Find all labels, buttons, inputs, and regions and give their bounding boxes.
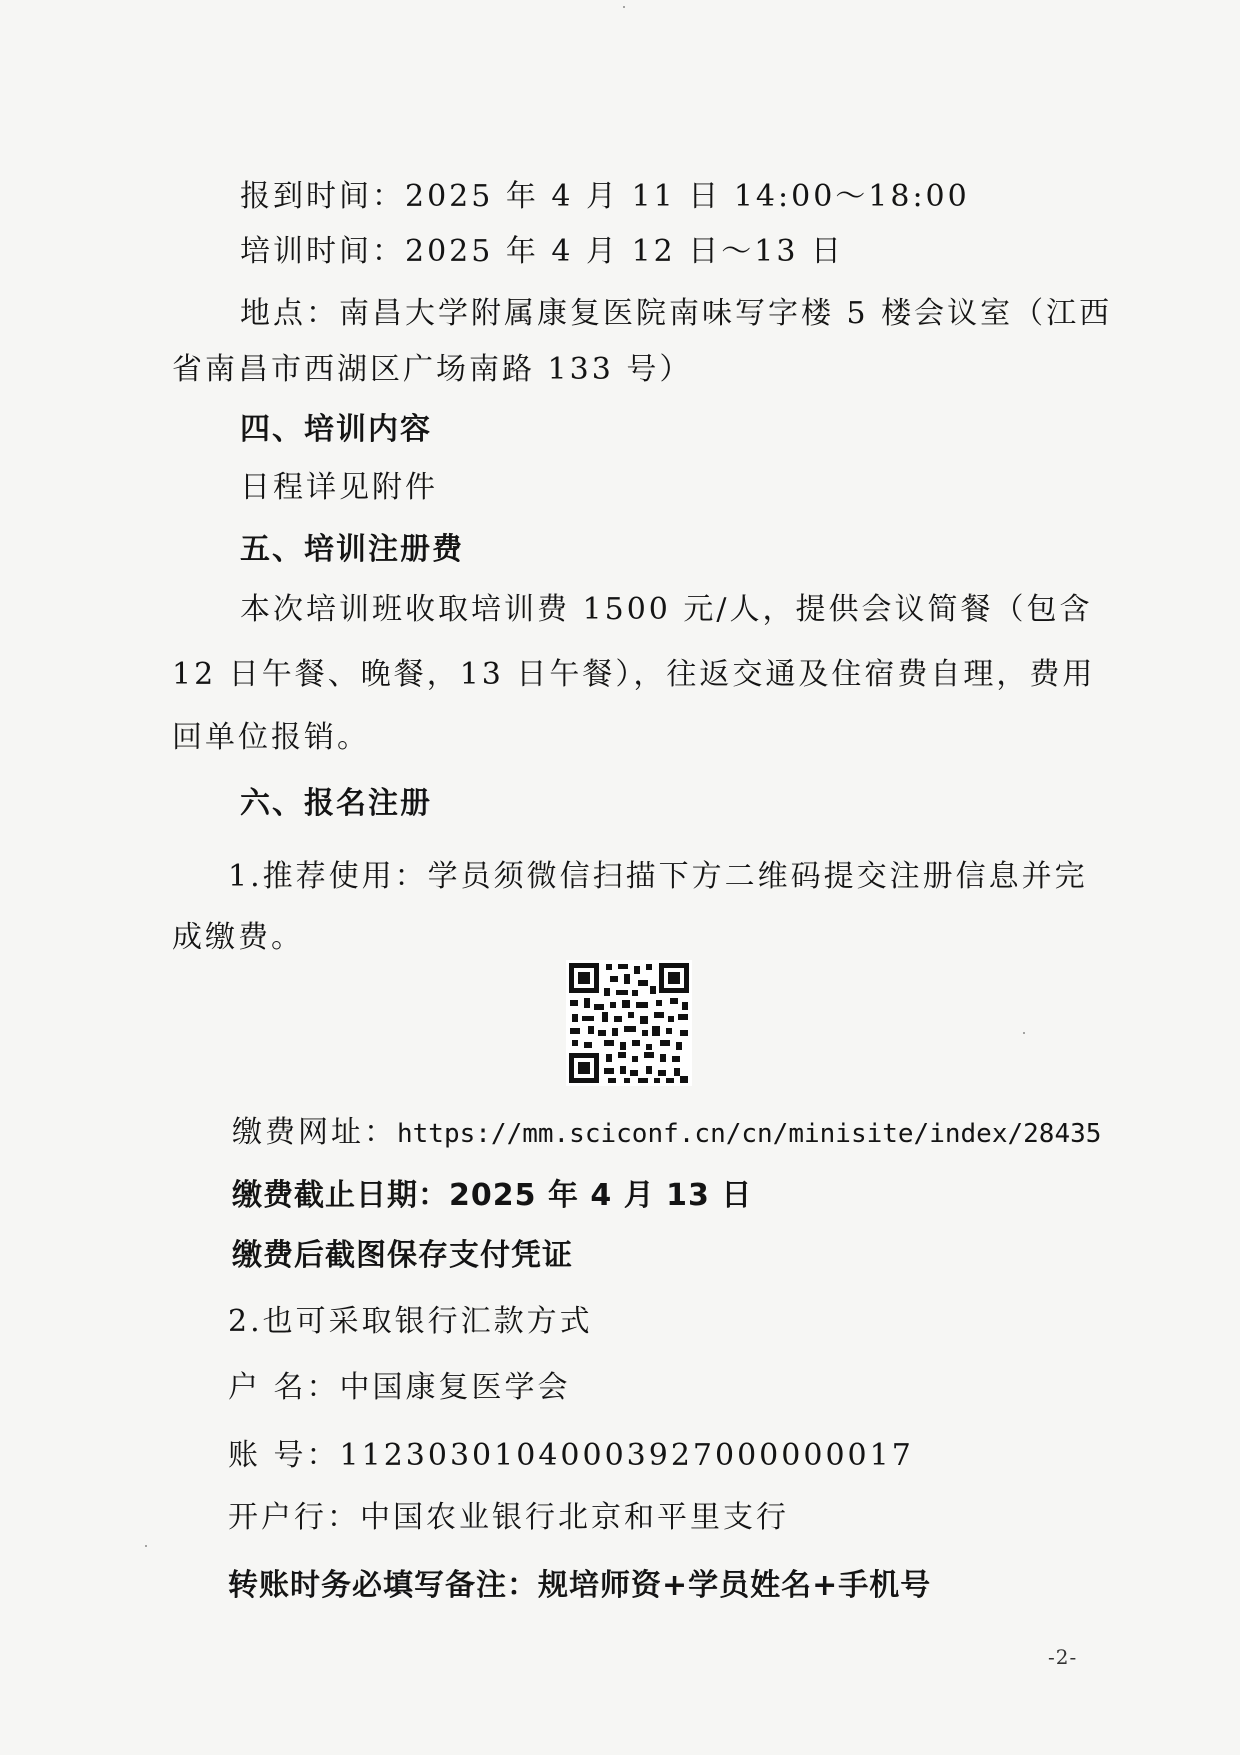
payment-url-line <box>232 1113 1101 1154</box>
section-heading-content: 四、培训内容 <box>240 412 432 447</box>
screenshot-note: 缴费后截图保存支付凭证 <box>232 1238 573 1273</box>
account-number-line: 账 号：11230301040003927000000017 <box>228 1438 914 1473</box>
location-line-2: 省南昌市西湖区广场南路 133 号） <box>172 352 693 387</box>
checkin-time-line: 报到时间：2025 年 4 月 11 日 14:00～18:00 <box>240 179 970 214</box>
fee-paragraph-line-3: 回单位报销。 <box>172 720 370 755</box>
payment-deadline: 缴费截止日期：2025 年 4 月 13 日 <box>232 1178 753 1213</box>
scan-speck <box>623 6 625 8</box>
fee-paragraph-line-2: 12 日午餐、晚餐，13 日午餐），往返交通及住宿费自理，费用 <box>172 657 1096 692</box>
registration-line-2: 成缴费。 <box>172 920 304 955</box>
qr-code-icon[interactable] <box>566 960 692 1086</box>
bank-branch-line: 开户行：中国农业银行北京和平里支行 <box>228 1500 789 1535</box>
bank-option-line: 2.也可采取银行汇款方式 <box>228 1304 593 1339</box>
transfer-remark-note: 转账时务必填写备注：规培师资+学员姓名+手机号 <box>228 1568 932 1603</box>
scan-speck <box>145 1545 147 1547</box>
account-name-line: 户 名：中国康复医学会 <box>228 1370 571 1405</box>
payment-url-label: 缴费网址： <box>232 1115 397 1150</box>
location-line-1: 地点：南昌大学附属康复医院南味写字楼 5 楼会议室（江西 <box>240 296 1113 331</box>
section-heading-fee: 五、培训注册费 <box>240 532 464 567</box>
scan-speck <box>1023 1032 1025 1034</box>
page-number: -2- <box>1048 1645 1078 1669</box>
fee-paragraph-line-1: 本次培训班收取培训费 1500 元/人，提供会议简餐（包含 <box>240 592 1093 627</box>
registration-line-1: 1.推荐使用：学员须微信扫描下方二维码提交注册信息并完 <box>228 859 1088 894</box>
section-heading-registration: 六、报名注册 <box>240 786 432 821</box>
payment-url-link[interactable]: https://mm.sciconf.cn/cn/minisite/index/28435 <box>397 1119 1102 1149</box>
training-time-line: 培训时间：2025 年 4 月 12 日～13 日 <box>240 234 844 269</box>
schedule-note: 日程详见附件 <box>240 470 438 505</box>
